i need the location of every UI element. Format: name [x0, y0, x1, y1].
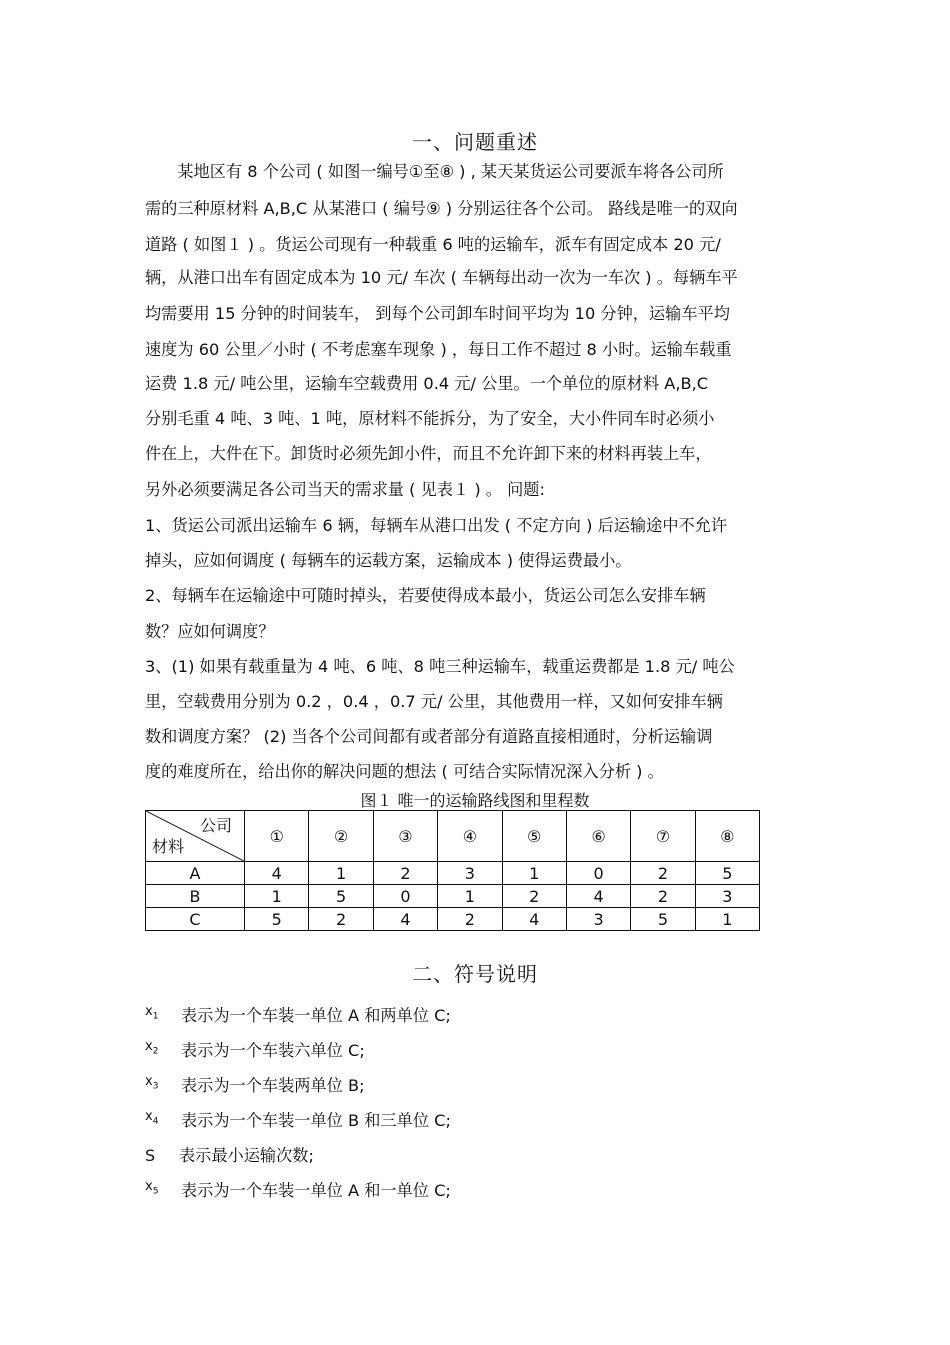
symbol-description: 表示最小运输次数; [179, 1146, 314, 1165]
symbol-variable: $x_1$ [145, 1004, 159, 1022]
table-cell: 0 [566, 862, 630, 885]
column-header: ③ [373, 811, 437, 862]
question-2-line: 数？应如何调度？ [145, 622, 275, 641]
symbol-variable: $x_3$ [145, 1074, 159, 1092]
table-cell: 1 [309, 862, 373, 885]
paragraph-line: 需的三种原材料 A,B,C 从某港口 ( 编号⑨ ) 分别运往各个公司。 路线是唯一的双向 [145, 199, 738, 218]
question-1-line: 1、货运公司派出运输车 6 辆，每辆车从港口出发 ( 不定方向 ) 后运输途中不允许 [145, 516, 728, 535]
table-cell: 1 [245, 885, 309, 908]
demand-table [145, 810, 760, 931]
paragraph-line: 某地区有 8 个公司 ( 如图一编号①至⑧ ) , 某天某货运公司要派车将各公司所 [145, 162, 724, 181]
symbol-variable: $x_4$ [145, 1109, 159, 1127]
table-header-row [146, 811, 760, 862]
column-header: ⑧ [695, 811, 759, 862]
table-cell: 2 [502, 885, 566, 908]
section-title-symbols: 二、符号说明 [412, 962, 538, 986]
table-cell: 3 [695, 885, 759, 908]
table-cell: 1 [438, 885, 502, 908]
table-corner-cell [146, 811, 245, 862]
paragraph-line: 件在上，大件在下。卸货时必须先卸小件，而且不允许卸下来的材料再装上车， [145, 444, 712, 463]
table-cell: 1 [695, 908, 759, 931]
symbol-description: 表示为一个车装一单位 B 和三单位 C; [181, 1111, 451, 1130]
table-cell: 3 [438, 862, 502, 885]
paragraph-line: 速度为 60 公里／小时 ( 不考虑塞车现象 ) ，每日工作不超过 8 小时。运输车载重 [145, 340, 732, 359]
table-row [146, 862, 760, 885]
symbol-variable: S [145, 1146, 156, 1165]
table-caption: 图１ 唯一的运输路线图和里程数 [360, 791, 590, 810]
corner-label-material: 材料 [152, 837, 185, 856]
symbol-description: 表示为一个车装一单位 A 和一单位 C; [181, 1181, 451, 1200]
table-cell: 2 [631, 862, 695, 885]
table-cell: 5 [309, 885, 373, 908]
symbol-description: 表示为一个车装一单位 A 和两单位 C; [181, 1006, 451, 1025]
question-3-line: 数和调度方案？ (2) 当各个公司间都有或者部分有道路直接相通时，分析运输调 [145, 727, 713, 746]
symbol-variable: $x_2$ [145, 1039, 159, 1057]
table-cell: 2 [373, 862, 437, 885]
row-label: A [146, 862, 245, 885]
column-header: ⑥ [566, 811, 630, 862]
question-2-line: 2、每辆车在运输途中可随时掉头，若要使得成本最小，货运公司怎么安排车辆 [145, 586, 706, 605]
corner-label-company: 公司 [199, 816, 232, 835]
table-cell: 5 [631, 908, 695, 931]
symbol-definition [145, 1002, 451, 1026]
paragraph-line: 道路 ( 如图１ ) 。货运公司现有一种载重 6 吨的运输车，派车有固定成本 20 元/ [145, 235, 721, 254]
row-label: B [146, 885, 245, 908]
table-cell: 3 [566, 908, 630, 931]
column-header: ④ [438, 811, 502, 862]
table-cell: 2 [631, 885, 695, 908]
question-3-line: 里，空载费用分别为 0.2 ，0.4 ，0.7 元/ 公里，其他费用一样，又如何安排车辆 [145, 692, 723, 711]
symbol-description: 表示为一个车装六单位 C; [181, 1041, 365, 1060]
symbol-definition [145, 1072, 365, 1096]
paragraph-line: 均需要用 15 分钟的时间装车， 到每个公司卸车时间平均为 10 分钟，运输车平均 [145, 304, 730, 323]
table-cell: 5 [245, 908, 309, 931]
column-header: ② [309, 811, 373, 862]
row-label: C [146, 908, 245, 931]
question-3-line: 度的难度所在，给出你的解决问题的想法 ( 可结合实际情况深入分析 ) 。 [145, 762, 664, 781]
column-header: ⑦ [631, 811, 695, 862]
symbol-description: 表示为一个车装两单位 B; [181, 1076, 365, 1095]
symbol-definition [145, 1037, 365, 1061]
section-title-problem-restatement: 一、问题重述 [412, 130, 538, 154]
table-cell: 5 [695, 862, 759, 885]
table-row [146, 908, 760, 931]
paragraph-line: 分别毛重 4 吨、3 吨、1 吨，原材料不能拆分，为了安全，大小件同车时必须小 [145, 409, 715, 428]
table-cell: 4 [245, 862, 309, 885]
table-cell: 2 [438, 908, 502, 931]
symbol-definition [145, 1107, 451, 1131]
column-header: ① [245, 811, 309, 862]
paragraph-line: 另外必须要满足各公司当天的需求量 ( 见表１ ) 。 问题: [145, 480, 545, 499]
table-cell: 0 [373, 885, 437, 908]
table-row [146, 885, 760, 908]
question-3-line: 3、(1) 如果有载重量为 4 吨、6 吨、8 吨三种运输车，载重运费都是 1.8 元/ 吨公 [145, 657, 735, 676]
table-cell: 4 [502, 908, 566, 931]
column-header: ⑤ [502, 811, 566, 862]
symbol-definition [145, 1177, 451, 1201]
paragraph-line: 辆，从港口出车有固定成本为 10 元/ 车次 ( 车辆每出动一次为一车次 ) 。每辆车平 [145, 268, 738, 287]
table-cell: 2 [309, 908, 373, 931]
paragraph-line: 运费 1.8 元/ 吨公里，运输车空载费用 0.4 元/ 公里。一个单位的原材料 A,B,C [145, 374, 709, 393]
table-cell: 4 [566, 885, 630, 908]
question-1-line: 掉头，应如何调度 ( 每辆车的运载方案，运输成本 ) 使得运费最小。 [145, 551, 632, 570]
table-cell: 1 [502, 862, 566, 885]
table-cell: 4 [373, 908, 437, 931]
symbol-variable: $x_5$ [145, 1179, 159, 1197]
symbol-definition [145, 1142, 314, 1166]
